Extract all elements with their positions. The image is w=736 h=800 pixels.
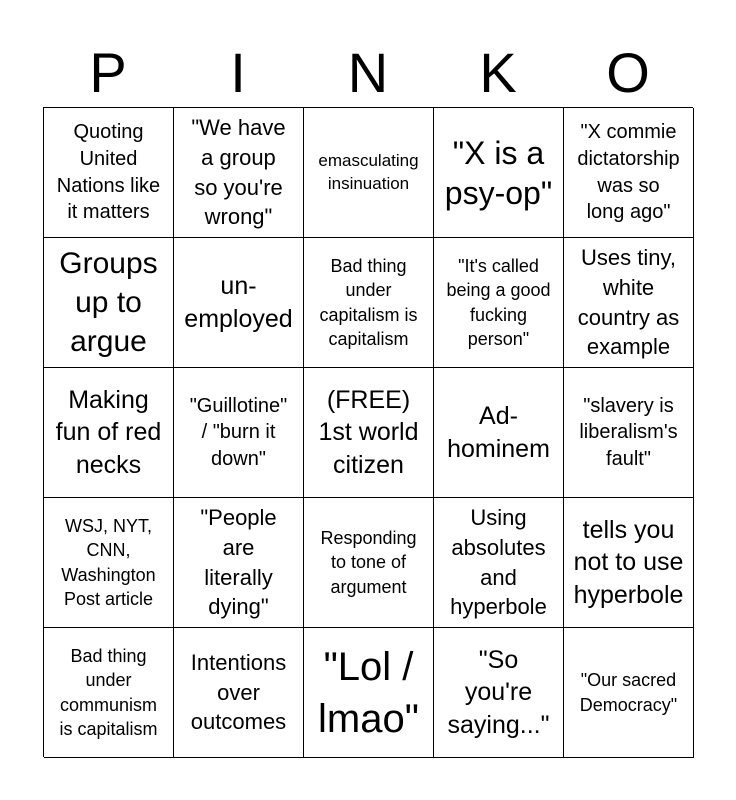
header-letter-i: I — [230, 41, 246, 104]
bingo-cell[interactable]: emasculating insinuation — [304, 108, 434, 238]
bingo-cell[interactable]: Using absolutes and hyperbole — [434, 498, 564, 628]
bingo-cell[interactable]: "X commie dictatorship was so long ago" — [564, 108, 694, 238]
bingo-cell[interactable]: WSJ, NYT, CNN, Washington Post article — [44, 498, 174, 628]
header-letter-o: O — [606, 41, 650, 104]
header-letter-k: K — [479, 41, 517, 104]
bingo-cell[interactable]: Quoting United Nations like it matters — [44, 108, 174, 238]
bingo-cell[interactable]: "slavery is liberalism's fault" — [564, 368, 694, 498]
bingo-cell[interactable]: "It's called being a good fucking person" — [434, 238, 564, 368]
bingo-cell[interactable]: tells you not to use hyperbole — [564, 498, 694, 628]
bingo-cell[interactable]: un- employed — [174, 238, 304, 368]
bingo-cell[interactable]: Ad- hominem — [434, 368, 564, 498]
bingo-grid — [43, 107, 693, 757]
header-letter-p: P — [89, 41, 127, 104]
bingo-cell[interactable]: "People are literally dying" — [174, 498, 304, 628]
bingo-cell[interactable]: "Our sacred Democracy" — [564, 628, 694, 758]
bingo-cell[interactable]: Uses tiny, white country as example — [564, 238, 694, 368]
bingo-cell[interactable]: Making fun of red necks — [44, 368, 174, 498]
bingo-cell[interactable]: "Lol / lmao" — [304, 628, 434, 758]
free-space-cell[interactable]: (FREE) 1st world citizen — [304, 368, 434, 498]
bingo-cell[interactable]: Groups up to argue — [44, 238, 174, 368]
bingo-cell[interactable]: "We have a group so you're wrong" — [174, 108, 304, 238]
header-letter-n: N — [347, 41, 389, 104]
bingo-cell[interactable]: Bad thing under communism is capitalism — [44, 628, 174, 758]
bingo-header — [43, 40, 693, 106]
bingo-cell[interactable]: Bad thing under capitalism is capitalism — [304, 238, 434, 368]
bingo-cell[interactable]: "So you're saying..." — [434, 628, 564, 758]
bingo-cell[interactable]: "Guillotine" / "burn it down" — [174, 368, 304, 498]
bingo-cell[interactable]: Responding to tone of argument — [304, 498, 434, 628]
bingo-cell[interactable]: Intentions over outcomes — [174, 628, 304, 758]
bingo-cell[interactable]: "X is a psy-op" — [434, 108, 564, 238]
